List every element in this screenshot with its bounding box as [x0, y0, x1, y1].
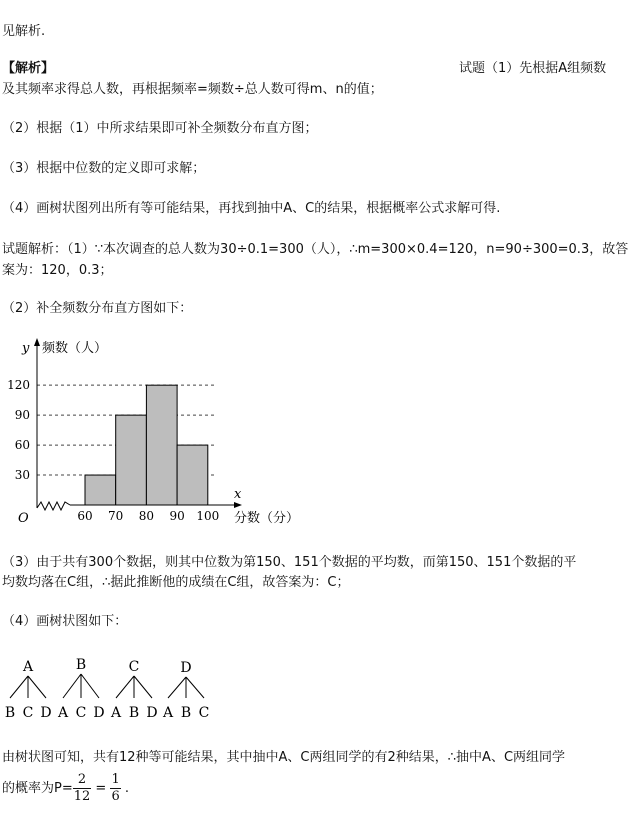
analysis-line-2: 及其频率求得总人数，再根据频率=频数÷总人数可得m、n的值； — [2, 82, 383, 97]
y-tick-label: 120 — [7, 378, 30, 393]
analysis-right-text: 试题（1）先根据A组频数 — [459, 61, 607, 76]
fraction-numerator: 2 — [73, 772, 92, 789]
tree-branch — [116, 676, 134, 698]
fraction-denominator: 12 — [73, 789, 91, 804]
bar-90-100 — [177, 445, 208, 505]
tree-leaf-A-B: B — [4, 705, 16, 721]
bar-70-80 — [116, 415, 147, 505]
tree-leaf-B-C: C — [75, 705, 87, 721]
tree-branch — [168, 677, 186, 698]
x-tick-label: 90 — [169, 509, 185, 523]
x-tick-label: 80 — [138, 509, 155, 523]
x-axis-symbol: x — [234, 487, 242, 502]
tree-leaf-B-A: A — [57, 705, 69, 721]
x-axis-label: 分数（分） — [234, 511, 300, 526]
y-axis-arrow — [34, 338, 40, 346]
fraction-2-over-12 — [73, 772, 92, 805]
histogram-chart — [0, 330, 330, 535]
solution-part-3-line-1: （3）由于共有300个数据，则其中位数为第150、151个数据的平均数，而第150、151个数据的平 — [2, 555, 577, 570]
tree-leaf-C-B: B — [128, 705, 140, 721]
bar-80-90 — [146, 385, 177, 505]
tree-root-C: C — [128, 659, 140, 675]
tree-root-D: D — [180, 660, 192, 676]
fraction-numerator: 1 — [111, 772, 120, 787]
solution-part-2: （2）补全频数分布直方图如下： — [2, 301, 193, 316]
conclusion-line-1: 由树状图可知，共有12种等可能结果，其中抽中A、C两组同学的有2种结果，∴抽中A、C两组同学 — [2, 750, 566, 765]
x-tick-label: 70 — [108, 509, 124, 523]
y-tick-label: 90 — [14, 408, 30, 423]
tree-leaf-D-B: B — [180, 705, 192, 721]
fraction-denominator: 6 — [111, 789, 120, 804]
tree-branch — [81, 674, 99, 698]
tree-branch — [134, 676, 152, 698]
axis-break-zigzag — [37, 502, 70, 510]
analysis-point-2: （2）根据（1）中所求结果即可补全频数分布直方图； — [2, 121, 318, 136]
solution-part-4: （4）画树状图如下： — [2, 614, 128, 629]
origin-label: O — [18, 511, 29, 526]
equals-sign: = — [95, 781, 107, 796]
conclusion-line-2 — [2, 772, 129, 805]
solution-part-1-line-2: 案为：120，0.3； — [2, 263, 113, 278]
tree-branch — [186, 677, 204, 698]
x-tick-label: 100 — [196, 509, 220, 523]
y-axis-label: 频数（人） — [42, 341, 108, 356]
tree-branch — [28, 676, 46, 698]
tree-root-B: B — [75, 657, 87, 673]
probability-prefix: 的概率为P= — [2, 781, 73, 796]
tree-leaf-D-C: C — [198, 705, 210, 721]
analysis-point-3: （3）根据中位数的定义即可求解； — [2, 161, 206, 176]
x-axis-arrow — [234, 502, 242, 508]
tree-diagram — [0, 650, 230, 725]
tree-leaf-A-C: C — [22, 705, 34, 721]
y-axis-symbol: y — [22, 341, 30, 356]
x-tick-label: 60 — [77, 509, 93, 523]
solution-part-1-line-1: 试题解析：（1）∵本次调查的总人数为30÷0.1=300（人），∴m=300×0.4=120，n=90÷300=0.3，故答 — [2, 242, 629, 257]
tree-leaf-D-A: A — [162, 705, 174, 721]
y-tick-label: 30 — [14, 468, 30, 483]
tree-leaf-B-D: D — [93, 705, 105, 721]
tree-leaf-A-D: D — [40, 705, 52, 721]
answer-header: 见解析. — [2, 24, 46, 39]
tree-leaf-C-A: A — [110, 705, 122, 721]
tree-branch — [10, 676, 28, 698]
analysis-point-4: （4）画树状图列出所有等可能结果，再找到抽中A、C的结果，根据概率公式求解可得. — [2, 201, 501, 216]
solution-part-3-line-2: 均数均落在C组，∴据此推断他的成绩在C组，故答案为：C； — [2, 575, 350, 590]
fraction-1-over-6 — [110, 772, 120, 805]
tree-root-A: A — [22, 659, 34, 675]
end-period: . — [124, 781, 130, 796]
y-tick-label: 60 — [14, 438, 30, 453]
tree-branch — [63, 674, 81, 698]
bar-60-70 — [85, 475, 116, 505]
tree-leaf-C-D: D — [146, 705, 158, 721]
analysis-title: 【解析】 — [2, 61, 55, 76]
